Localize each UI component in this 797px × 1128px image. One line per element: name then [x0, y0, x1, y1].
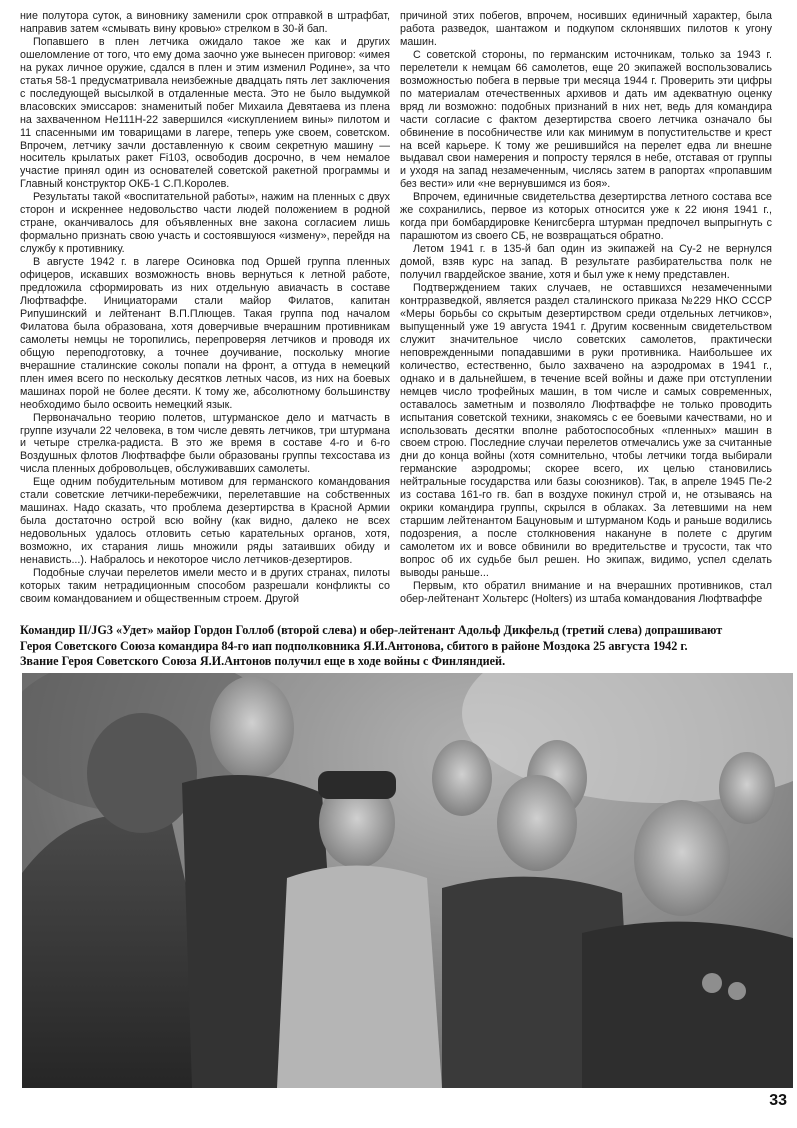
paragraph: Еще одним побудительным мотивом для германского командования стали советские летчики-перебежчики, перелетавшие на собственных машинах. Надо сказать, что проблема дезертирства в Красной Армии была достаточно острой всю войну (как видно, далеко не всех недовольных удалось отловить сетью карательных органов, хотя, возможно, их старания лишь множили ряды затаивших обиду и ненависть...). Набралось и некоторое число летчиков-дезертиров.: [20, 476, 390, 567]
caption-line: Звание Героя Советского Союза Я.И.Антонов получил еще в ходе войны с Финляндией.: [20, 654, 506, 668]
caption-line: Командир II/JG3 «Удет» майор Гордон Голлоб (второй слева) и обер-лейтенант Адольф Дикфельд (третий слева) допрашивают: [20, 623, 723, 637]
paragraph: ние полутора суток, а виновнику заменили срок отправкой в штрафбат, направив затем «смывать вину кровью» стрелком в 30-й бап.: [20, 10, 390, 35]
paragraph: причиной этих побегов, впрочем, носивших единичный характер, была работа разведок, шантажом и подкупом склонявших пилотов к угону машин.: [400, 10, 772, 48]
right-text-column: [400, 10, 772, 606]
photo-caption: [20, 623, 780, 670]
caption-line: Героя Советского Союза командира 84-го иап подполковника Я.И.Антонова, сбитого в районе Моздока 25 августа 1942 г.: [20, 638, 688, 653]
paragraph: Подобные случаи перелетов имели место и в других странах, пилоты которых таким нетрадиционным способом разрешали конфликты со своим командованием и общественным строем. Другой: [20, 566, 390, 605]
paragraph: В августе 1942 г. в лагере Осиновка под Оршей группа пленных офицеров, искавших возможность вновь вернуться к летной работе, предложила сформировать из них отдельную авиачасть в составе Люфтваффе. Инициаторами стали майор Филатов, капитан Рипушинский и лейтенант В.П.Плющев. Такая группа под началом Филатова была образована, хотя доверчивые вчерашним противникам самолеты немцы не торопились, перепроверяя летчиков и проводя их общую переподготовку, а точнее доучивание, поскольку многие вчерашние сталинские соколы попали на фронт, а оттуда в немецкий плен имея всего по нескольку десятков летных часов, из них на боевых машинах порой не более десяти. К тому же, абсолютному большинству необходимо было освоить немецкий язык.: [20, 256, 390, 411]
paragraph: Летом 1941 г. в 135-й бап один из экипажей на Су-2 не вернулся домой, взяв курс на запад. В результате разбирательства полк не получил гвардейское звание, хотя и был уже к нему представлен.: [400, 243, 772, 282]
historical-photo: [22, 673, 793, 1088]
left-text-column: [20, 10, 390, 606]
paragraph: Первым, кто обратил внимание и на вчерашних противников, стал обер-лейтенант Хольтерс (Holters) из штаба командования Люфтваффе: [400, 579, 772, 605]
paragraph: С советской стороны, по германским источникам, только за 1943 г. перелетели к немцам 66 самолетов, еще 20 экипажей воспользовались возможностью побега в первые три месяца 1944 г. Проверить эти цифры по материалам отечественных архивов и дать им адекватную оценку вряд ли возможно: подобных признаний в них нет, ведь для командира части согласие с фактом дезертирства своего летчика означало бы обвинение в пособничестве или как минимум в попустительстве и крест на всей карьере. К тому же решившийся на перелет едва ли внешне выдавал свои намерения и попросту терялся в небе, отставая от группы и уходя на запад незамеченным, числясь затем в рапортах «пропавшим без вести» или «не вернувшимся из боя».: [400, 48, 772, 191]
paragraph: Попавшего в плен летчика ожидало такое же как и других ошеломление от того, что ему дома заочно уже вынесен приговор: «имея на руках личное оружие, сдался в плен и этим изменил Родине», за что статья 58-1 предусматривала неизбежные двадцать пять лет заключения с последующей высылкой в отдаленные места. Это не было выдумкой власовских эмиссаров: знаменитый побег Михаила Девятаева из плена на захваченном He111H-22 завершился «искуплением вины» пилотом и 11 спасенными им товарищами в лагере, теперь уже своем, советском. Впрочем, летчику зачли доставленную к своим секретную машину — носитель крылатых ракет Fi103, освободив досрочно, в чем немалое участие принял один из основателей советской ракетной программы и Главный конструктор ОКБ-1 С.П.Королев.: [20, 35, 390, 191]
paragraph: Впрочем, единичные свидетельства дезертирства летного состава все же сохранились, первое из которых относится уже к 22 июня 1941 г., когда при бомбардировке Кенигсберга штурман предпочел выпрыгнуть с парашютом из своего СБ, не возвращаться обратно.: [400, 191, 772, 243]
page-number: 33: [769, 1092, 787, 1109]
paragraph: Первоначально теорию полетов, штурманское дело и матчасть в группе изучали 22 человека, в том числе девять летчиков, три штурмана и четыре стрелка-радиста. В это же время в составе 4-го и 6-го Воздушных флотов Люфтваффе были образованы группы техсостава из числа пленных добровольцев, обслуживавших самолеты.: [20, 411, 390, 476]
photo-figures: [22, 673, 793, 1088]
paragraph: Результаты такой «воспитательной работы», нажим на пленных с двух сторон и искреннее недовольство части людей положением в родной стране, оканчивалось для объявленных вне закона согласием лишь формально признать свою участь и состоявшуюся «измену», перейдя на службу к противнику.: [20, 191, 390, 256]
paragraph: Подтверждением таких случаев, не оставшихся незамеченными контрразведкой, является раздел сталинского приказа №229 НКО СССР «Меры борьбы со скрытым дезертирством среди отдельных летчиков», выпущенный уже 19 августа 1941 г. Другим косвенным свидетельством служит значительное число советских самолетов, практически неповрежденными попадавшими в руки противника. Наибольшее их количество, естественно, было захвачено на аэродромах в 1941 г., однако и в дальнейшем, в течение всей войны и даже при отступлении немцев число трофейных машин, в том числе и самых современных, оставалось заметным и позволяло Люфтваффе не только проводить испытания советской техники, знакомясь с ее боевыми качествами, но и использовать десятки вполне работоспособных «пленных» машин в своем строю. Последние случаи перелетов отмечались уже за считанные дни до конца войны (хотя сомнительно, чтобы летчики тогда выбирали германские аэродромы; скорее всего, их целью становились нейтральные государства или базы союзников). Так, в апреле 1945 Пе-2 из состава 161-го гв. бап в воздухе покинул строй и, не отзываясь на окрики командира группы, скрылся в облаках. За летевшими на нем старшим лейтенантом Бацуновым и штурманом Кодь и раньше водились подозрения, а после столкновения накануне в полете с другим самолетом их и вовсе обвинили во вредительстве и трусости, так что вопрос об их судьбе был решен. Но экипаж, видимо, успел сделать выводы раньше...: [400, 282, 772, 579]
